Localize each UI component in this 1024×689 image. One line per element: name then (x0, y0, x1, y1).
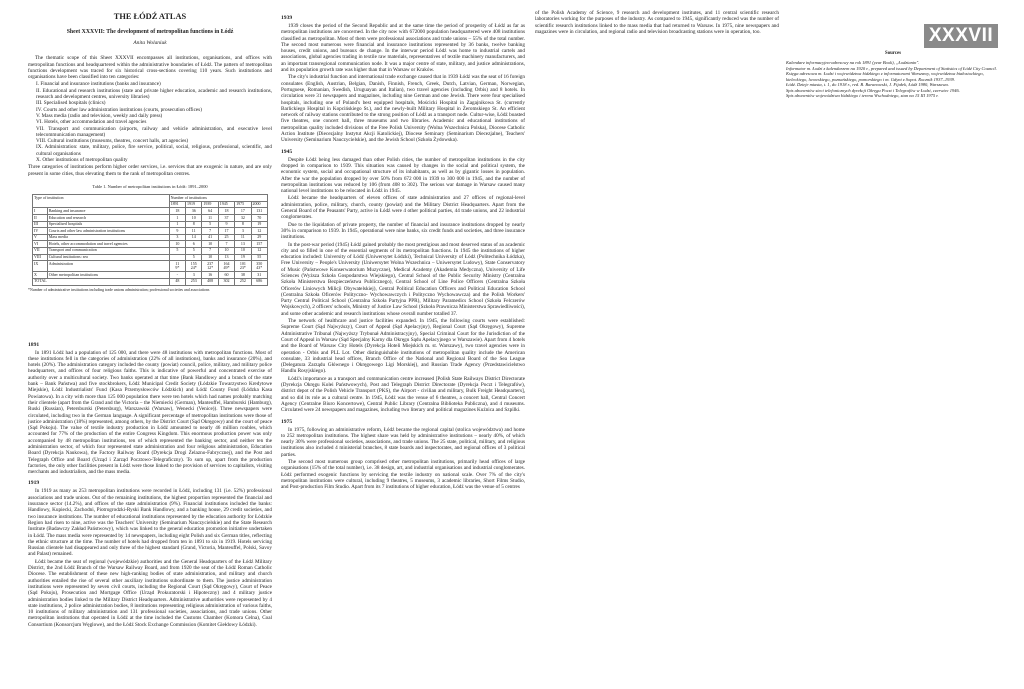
category-number: III (33, 221, 48, 228)
section-text: 1939 closes the period of the Second Republic and at the same time the period of prosperity of Łódź as far as metropolitan institutions are concerned. In the city now with 672000 population headquartered were 408 institutions classified as metropolitan. Most of them were professional associations and trade unions – 55% of the total number. The second most numerous were financial and insurance institutions represented by 36 banks, twelve banking houses, credit unions, and bureaux de change. In the interwar period Łódź was home to industrial cartels and associations, global agencies trading in textile raw materials, representatives of textile machinery manufacturers, and an important transregional communication node. It was a major centre of state, military, and justice administrations, and its population growth rate was higher than that in Warsaw or Kraków. (281, 23, 525, 74)
section-text: In 1975, following an administrative reform, Łódź became the regional capital (stolica województwa) and home to 252 metropolitan institutions. The highest share was held by administrative institutions – nearly 40%, of which nearly 30% were professional societies, associations, and trade unions. The 25 state, political, military, and religious institutions also included 4 ministerial branches, 8 state boards and inspectorates, and regional offices of 3 political parties. (281, 426, 525, 458)
table-cell: 38 (235, 272, 251, 279)
section-text: Łódź became the headquarters of eleven offices of state administration and 27 offices of regional-level administration, police, military, church, county (powiat) and the Military District Headquarters. Apart from the General Board of the Peasants' Party, active in Łódź were 4 other political parties, 44 trade unions, and 22 industrial conglomerates. (281, 195, 525, 221)
category-number: VII (33, 247, 48, 254)
column-1 (28, 10, 272, 682)
table-cell: 10 (186, 215, 202, 222)
source-item: Spis abonentów województwa łódzkiego i terenu Wschodniego, stan na 15 III 1975 r. (786, 93, 939, 99)
table-body (33, 208, 268, 285)
table-cell: - (169, 272, 185, 279)
table-cell: 8 (186, 221, 202, 228)
table-cell: 8 (235, 221, 251, 228)
total-cell: 252 (235, 278, 251, 285)
section-text: Łódź became the seat of regional (wojewódzkie) authorities and the General Headquarters of the Łódź Military District, the 2nd Łódź Branch of the Warsaw Railway Board, and from 1920 the seat of the Łódź Roman Catholic Diocese. The establishment of these new high-ranking bodies of state administration, and military and church authorities entailed the rise of several other auxiliary institutions subordinate to them. The justice administration institutions were represented by seven civil courts, including the Regional Court (Sąd Okręgowy), Court of Peace (Sąd Pokoju), Prosecution and Mortgage Office (Urząd Prokuratorski i Hipoteczny) and 4 military justice administration bodies linked to the Military District Headquarters. Administrative authorities were represented by 4 state institutions, 2 police administration bodies, 8 institutions representing religious administration of various faiths, 10 institutions of military administration and 131 professional societies, associations, and trade unions. Other metropolitan institutions that operated in Łódź at the time included the Customs Chamber (Komora Celna), Coal Consortium (Konsorcjum Węglowe), and the Łódź Stock Exchange Commission (Komitet Giełdowy Łódzki). (28, 558, 272, 628)
column-header-number: Number of institutions (169, 195, 267, 202)
column-header-type: Type of institution (33, 195, 170, 208)
table-cell: 12 (251, 228, 267, 235)
section-heading-1939: 1939 (281, 15, 293, 21)
table-cell: 1 (169, 215, 185, 222)
section-text: In 1919 as many as 253 metropolitan institutions were recorded in Łódź, including 131 (i.e. 52%) professional associations and trade unions. Out of the remaining institutions, the highest proportion represented the financial and insurance sector (14.2%), and offices of the state administration (9%). Financial institutions included the banks: Handlowy, Kupiecki, Zachodni, Piotrogrodzki-Ryski Bank Handlowy, and a banking house, 29 credit societies, and two insurance institutions. The number of educational institutions represented by the education authority for Łódzkie Region had risen to nine, active was the Teachers' University (Seminarium Nauczycielskie) and the State Research Institute (Badawczy Zakład Państwowy), which was linked to the general education promotion initiative undertaken in Łódź. The mass media were represented by 14 newspapers, including eight Polish and six German titles, reflecting the ethnic structure at the time. The number of hotels had dropped from ten in 1891 to six in 1919. Hotels servicing Russian clientele had disappeared and only three of the highest standard (Grand, Victoria, Manteuffel, Polski, Savoy and Palast) remained. (28, 488, 272, 558)
table-cell: 29 (251, 234, 267, 241)
year-header: 1975 (235, 201, 251, 208)
table-cell: 1 (169, 221, 185, 228)
table-cell: 70 (251, 215, 267, 222)
sheet-subtitle: Sheet XXXVII: The development of metropolitan functions in Łódź (66, 29, 234, 35)
year-header: 2000 (251, 201, 267, 208)
table-cell: 10 (202, 254, 218, 261)
table-cell: 7 (202, 247, 218, 254)
table-cell: 101 23* (235, 261, 251, 272)
section-text: of the Polish Academy of Science, 9 research and development institutes, and 11 central scientific research laboratories working for the purposes of the industry. As compared to 1945, significantly reduced was the number of scientific research institutions linked to the mass media that had returned to Warsaw. In 1975, nine newspapers and magazines were in circulation, and regional radio and television broadcasting stations were in operation, too. (535, 10, 779, 35)
year-header: 1939 (202, 201, 218, 208)
table-cell: 32 (235, 215, 251, 222)
table-cell: 10 (235, 247, 251, 254)
category-item: V. Mass media (radio and television, weekly and daily press) (36, 112, 163, 119)
table-cell: 9 (169, 228, 185, 235)
category-item: III. Specialised hospitals (clinics) (36, 100, 106, 107)
category-name: Courts and other law administration institutions (47, 228, 169, 235)
total-cell: 408 (202, 278, 218, 285)
category-number: I (33, 208, 48, 215)
section-heading-1891: 1891 (28, 341, 40, 348)
table-row (33, 221, 268, 228)
category-item: IV. Courts and other law administration institutions (courts, prosecution offices) (36, 106, 202, 113)
table-cell: 3 (186, 272, 202, 279)
table-cell: 10 (202, 241, 218, 248)
table-cell: 350 43* (251, 261, 267, 272)
section-text: The city's industrial function and international trade exchange caused that in 1939 Łódź was the seat of 16 foreign consulates (English, Austrian, Belgian, Danish, Finnish, French, Greek, Dutch, Latvian, German, Norwegian, Portuguese, Romanian, Swedish, Uruguayan and Italian), two travel agencies (including Orbis) and 8 hotels. In circulation were 31 newspapers and magazines, including nine German and one Jewish. There were four specialised hospitals, including one of Poland's best equipped hospitals, Mościcki Hospital in Zagajnikowa St. (currently Barlickiego Hospital in Kopcińskiego St.), and the newly-built Military Hospital in Żeromskiego St. An efficient network of railway stations contributed to the strong position of Łódź as a transport node. Cultur-wise, Łódź boasted five theatres, one concert hall, three museums and two libraries. Academic and educational institutions of metropolitan quality included divisions of the Free Polish University (Wolna Wszechnica Polska), Diocese Catholic Action Institute (Diecezjalny Instytut Akcji Katolickiej), Diocese Seminary (Seminarium Diecezjalne), Teachers' University (Seminarium Nauczycielskie), and the Jewish School (Szkoła Żydowska). (281, 74, 525, 144)
table-cell: 157 (251, 241, 267, 248)
section-text: In 1891 Łódź had a population of 125 000, and there were 48 institutions with metropolitan functions. Most of these institutions fell in the categories of administration (22% of all institutions), banks and insurance (20%), and hotels (20%). The administration category included the county (powiat) council, police, military, and military police headquarters, and offices of four religious faiths. This is indicative of powerful and concentrated exercise of authority over a multicultural society. Two banks operated at that time (Bank Handlowy and a branch of the state bank – Bank Państwa) and five stockbrokers, Łódź Municipal Credit Society (Łódzkie Towarzystwo Kredytowe Miejskie), Łódź Industrialists' Fund (Kasa Przemysłowców Łódzkich) and Łódź County Fund (Łódzka Kasa Powiatowa). In a city with more than 125 000 population there were ten hotels which had names probably matching their clientele (apart from the Grand and the Victoria – the Niemiecki (German), Manteuffel, Hamburski (Hamburg), Ruski (Russian), Petersburski (Petersburg), Warszawski (Warsaw), Wenecki (Venice)). Three newspapers were circulated, including two in the German language. A significant percentage of metropolitan institutions were those of justice administration (18%) represented, among others, by the District Court (Sąd Okręgowy) and the court of peace (Sąd Pokoju). The value of textile industry production in Łódź amounted to nearly 46 million roubles, which accounted for 77% of the production of the entire Congress Kingdom. This enormous production power was only accompanied by 48 metropolitan institutions, ten of which represented the banking sector, and neither ten the administration sector, of which four represented state administration and four religious administration, Education Board (Dyrekcja Naukowa), the Factory Railway Board (Dyrekcja Drogi Żelazno-Fabrycznej), and the Post and Telegraph Office and Board (Urząd i Zarząd Pocztowo-Telegraficzny). To sum up, apart from the production factories, the only other facilities present in Łódź were those linked to the provision of services to capitalists, visiting merchants and industrialists, and the mass media. (28, 349, 272, 476)
section-heading-1975: 1975 (281, 418, 293, 425)
table-cell: 13 (218, 254, 234, 261)
category-name: Other metropolitan institutions (47, 272, 169, 279)
total-cell: 253 (186, 278, 202, 285)
table-cell: 5 (169, 247, 185, 254)
category-name: Administration (47, 261, 169, 272)
table-cell: 17 (218, 228, 234, 235)
total-label: TOTAL (33, 278, 170, 285)
category-number: IX (33, 261, 48, 272)
table-row (33, 254, 268, 261)
table-cell: 60 (218, 272, 234, 279)
section-text: The network of healthcare and justice facilities expanded. In 1945, the following courts were established: Supreme Court (Sąd Najwyższy), Court of Appeal (Sąd Apelacyjny), Regional Court (Sąd Okręgowy), Supreme Administrative Tribunal (Najwyższy Trybunał Administracyjny), Special Criminal Court for the Jurisdiction of the Court of Appeal in Warsaw (Sąd Specjalny Karny dla Okręgu Sądu Apelacyjnego w Warszawie). Apart from 4 hotels and the Board of Warsaw City Hotels (Dyrekcja Hoteli Miejskich m. st. Warszawy), two travel agencies were in operation - Orbis and PLL Lot. Other distinguishable institutions of metropolitan quality include the American consulate, 33 industrial head offices, Branch Office of the National and Regional Board of the Sea League (Delegatura Zarządu Głównego i Okręgowego Ligi Morskiej), and Russian Trade Agency (Przedstawicielstwo Handlu Rosyjskiego). (281, 318, 525, 375)
table-cell: 55 (251, 254, 267, 261)
category-item: IX. Administration: state, military, police, fire service, political, social, religious, professional, scientific, and cultural organisations (36, 144, 272, 157)
category-name: Mass media (47, 234, 169, 241)
author-name: Anita Wolaniuk (133, 40, 167, 46)
table-cell: 7 (202, 228, 218, 235)
source-item: Łódź. Dzieje miasta, t. 1, do 1918 r., red. B. Baranowski, J. Fijałek, Łódź 1980, Warszawa. (786, 82, 949, 88)
table-cell: 3 (235, 228, 251, 235)
table-row (33, 272, 268, 279)
section-text: Due to the liquidation of private property, the number of financial and insurance institutions dropped by nearly 30% in comparison to 1939. In 1945, operational were nine banks, six credit funds and societies, and three insurance institutions. (281, 221, 525, 241)
category-name: Hotels, other accommodation and travel agencies (47, 241, 169, 248)
table-cell: 10 (218, 247, 234, 254)
category-list (28, 81, 272, 163)
sources-heading: Sources (885, 51, 901, 56)
section-text: In the post-war period (1945) Łódź gained probably the most prestigious and most deserved status of an academic city and so filled in one of the essential segments of its metropolitan functions. In 1945 the institutions of higher education included: University of Łódź (Uniwersytet Łódzki), Technical University of Łódź (Politechnika Łódzka), Free University – People's University (Uniwersytet Wolna Wszechnica – Uniwersytet Ludowy), State Conservatory of Music (Państwowe Konserwatorium Muzyczne), Medical Academy (Akademia Medyczna), University of Life Sciences (Wyższa Szkoła Gospodarstwa Wiejskiego), Central School of the Public Security Ministry (Centralna Szkoła Ministerstwa Bezpieczeństwa Publicznego), Central School of Line Police Officers (Centralna Szkoła Oficerów Liniowych Milicji Obywatelskiej), Central Political Education Officers and Political Education School (Centralna Szkoła Oficerów Polityczno- Wychowawczych i Polityczno Wychowawcza) and the Polish Workers' Party Central Political School (Centralna Szkoła Partyjna PPR), Military Paramedics School (Szkoła Felczerów Wojskowych), 2 officers' schools, Ministry of Justice Law School (Szkoła Prawnicza Ministerstwa Sprawiedliwości), and some other academic and research institutions whose overall number totalled 37. (281, 241, 525, 317)
table-cell: 12 (251, 247, 267, 254)
table-cell: 64 (202, 208, 218, 215)
table-cell: 31 (251, 272, 267, 279)
table-cell: 13 (235, 241, 251, 248)
table-cell: 10 (169, 241, 185, 248)
table-total-row (33, 278, 268, 285)
table-cell: 25 (218, 234, 234, 241)
table-row (33, 241, 268, 248)
section-heading-1945: 1945 (281, 148, 293, 155)
table-cell: 3 (169, 234, 185, 241)
table-caption: Table 1. Number of metropolitan institutions in Łódź: 1891–2000 (92, 183, 208, 189)
section-text: The second most numerous group comprised other metropolitan institutions, primarily head offices of large organisations (15% of the total number), i.e. 38 design, art, and industrial organisations and industrial conglomerates. Łódź performed exogenic functions by servicing the textile industry on national scale. Over 7% of the city's metropolitan institutions were cultural, including 9 theatres, 5 museums, 3 academic libraries, Short Films Studio, and Post-production Film Studio. Apart from its 7 institutions of higher education, Łódź was the venue of 5 centres (281, 459, 525, 491)
total-cell: 48 (169, 278, 185, 285)
column-2 (281, 10, 525, 682)
table-row (33, 215, 268, 222)
category-item: VII. Transport and communication (airports, railway and vehicle administration, and executive level telecommunication management) (36, 125, 272, 138)
table-cell: 14 (186, 234, 202, 241)
category-number: VI (33, 241, 48, 248)
category-item: VIII. Cultural institutions (museums, theatres, concert halls, art agencies) (36, 138, 189, 145)
table-cell (169, 254, 185, 261)
category-number: V (33, 234, 48, 241)
table-row (33, 234, 268, 241)
table-cell: 131 (251, 208, 267, 215)
year-header: 1945 (218, 201, 234, 208)
table-cell: 11 (186, 228, 202, 235)
category-name: Banking and insurance (47, 208, 169, 215)
table-footnote: *Number of administrative institutions including trade unions administration; professional societies and associations (28, 287, 210, 292)
category-number: VIII (33, 254, 48, 261)
category-name: Transport and communication (47, 247, 169, 254)
sources-column (786, 10, 1000, 682)
section-text: Łódź's importance as a transport and communication centre increased [Polish State Railways District Directorate (Dyrekcja Okręgu Kolei Państwowych), Post and Telegraph District Directorate (Dyrekcja Poczt i Telegrafów), district depot of the Polish Vehicle Transport (PKS), the Airport - civilian and military, Bulk Freight Headquarters], and so did its role as a cultural centre. In 1945, Łódź was the venue of 6 theatres, a concert hall, Central Concert Agency (Centralne Biuro Koncertowe), Central Public Library (Centralna Biblioteka Publiczna), and 4 museums. Circulated were 24 newspapers and magazines, including two literary and political magazines Kuźnica and Szpilki. (281, 375, 525, 414)
year-header: 1919 (186, 201, 202, 208)
table-cell: 7 (218, 241, 234, 248)
table-cell: 11 9* (169, 261, 185, 272)
category-number: IV (33, 228, 48, 235)
table-cell: 11 (235, 234, 251, 241)
table-header-row (33, 195, 268, 202)
table-row (33, 261, 268, 272)
table-cell: 9 (218, 221, 234, 228)
year-header: 1891 (169, 201, 185, 208)
table-row (33, 247, 268, 254)
table-cell: 11 (202, 215, 218, 222)
category-name: Education and research (47, 215, 169, 222)
sheet-number-badge: XXXVII (924, 24, 998, 48)
category-item: II. Educational and research institutions (state and private higher education, academic and research institutions, research and development centres, university libraries) (36, 87, 272, 101)
category-item: X. Other institutions of metropolitan quality (36, 157, 128, 164)
source-item: Księga adresowa m. Łodzi i województwa łódzkiego z informatorami Warszawy, województwa białostockiego, kieleckiego, lwowskiego, poznańskiego, pomorskiego i m. Gdyni z Sopot. Rocznik 1937–1939. (786, 71, 984, 82)
category-name: Cultural institutions: sea (47, 254, 169, 261)
table-cell: 5 (202, 221, 218, 228)
category-item: VI. Hotels, other accommodation and travel agencies (36, 119, 147, 126)
table-row (33, 228, 268, 235)
atlas-title: THE ŁÓDŹ ATLAS (113, 12, 187, 21)
total-cell: 686 (251, 278, 267, 285)
table-cell: 19 (235, 254, 251, 261)
table-cell: 17 (235, 208, 251, 215)
table-cell: 18 (218, 208, 234, 215)
source-item: Informator m. Łodzi z kalendarzem na 1920 r., prepared and issued by Department of Statistics of Łódź City Council. (786, 65, 997, 71)
institutions-table (32, 194, 268, 285)
category-number: II (33, 215, 48, 222)
source-item: Kalendarz informacyjno-adresowy na rok 1891 (year Book), „Łodzianin". (786, 60, 920, 66)
table-cell: 5 (186, 247, 202, 254)
intro-paragraph: The thematic scope of this Sheet XXXVII encompasses all institutions, organisations, and offices with metropolitan functions and headquartered within the administrative boundaries of Łódź. The pattern of metropolitan functions development was traced for six historical cross-sections covering 110 years. Such institutions and organisations have been classified into ten categories: (28, 55, 272, 81)
table-cell: 5 (186, 254, 202, 261)
category-number: X (33, 272, 48, 279)
total-cell: 302 (218, 278, 234, 285)
category-item: I. Financial and insurance institutions (banks and insurance) (36, 81, 161, 88)
table-cell: 41 (202, 234, 218, 241)
table-cell: 19 (251, 221, 267, 228)
table-cell: 6 (186, 241, 202, 248)
table-cell: 18 (169, 208, 185, 215)
section-heading-1919: 1919 (28, 480, 40, 487)
section-text: Despite Łódź being less damaged than other Polish cities, the number of metropolitan institutions in the city dropped in comparison to 1939. This situation was caused by changes in the social and political system, the economic system, social and occupational structure of its inhabitants, as well as by gigantic losses in population. After the war the population dropped by over 50% from 672 000 in 1939 to 300 000 in 1945, and the number of metropolitan institutions was reduced by 106 (from 408 to 302). The serious war damage in Warsaw caused many national level institutions to be relocated in Łódź in 1945. (281, 156, 525, 195)
table-row (33, 208, 268, 215)
category-name: Specialised hospitals (47, 221, 169, 228)
intro-paragraph-2: Three categories of institutions perform higher order services, i.e. services that are exogenic in nature, and are only present in some cities, thus elevating them to the rank of metropolitan centres. (28, 164, 272, 177)
table-cell: 36 (186, 208, 202, 215)
column-3 (535, 10, 779, 682)
table-cell: 237 12* (202, 261, 218, 272)
table-cell: 155 24* (186, 261, 202, 272)
table-cell: 16 (202, 272, 218, 279)
table-cell: 37 (218, 215, 234, 222)
table-cell: 164 49* (218, 261, 234, 272)
source-item: Spis abonentów sieci telefonicznych dyrekcji Okręgu Poczt i Telegrafów w Łodzi, czerwiec 1946. (786, 87, 960, 93)
